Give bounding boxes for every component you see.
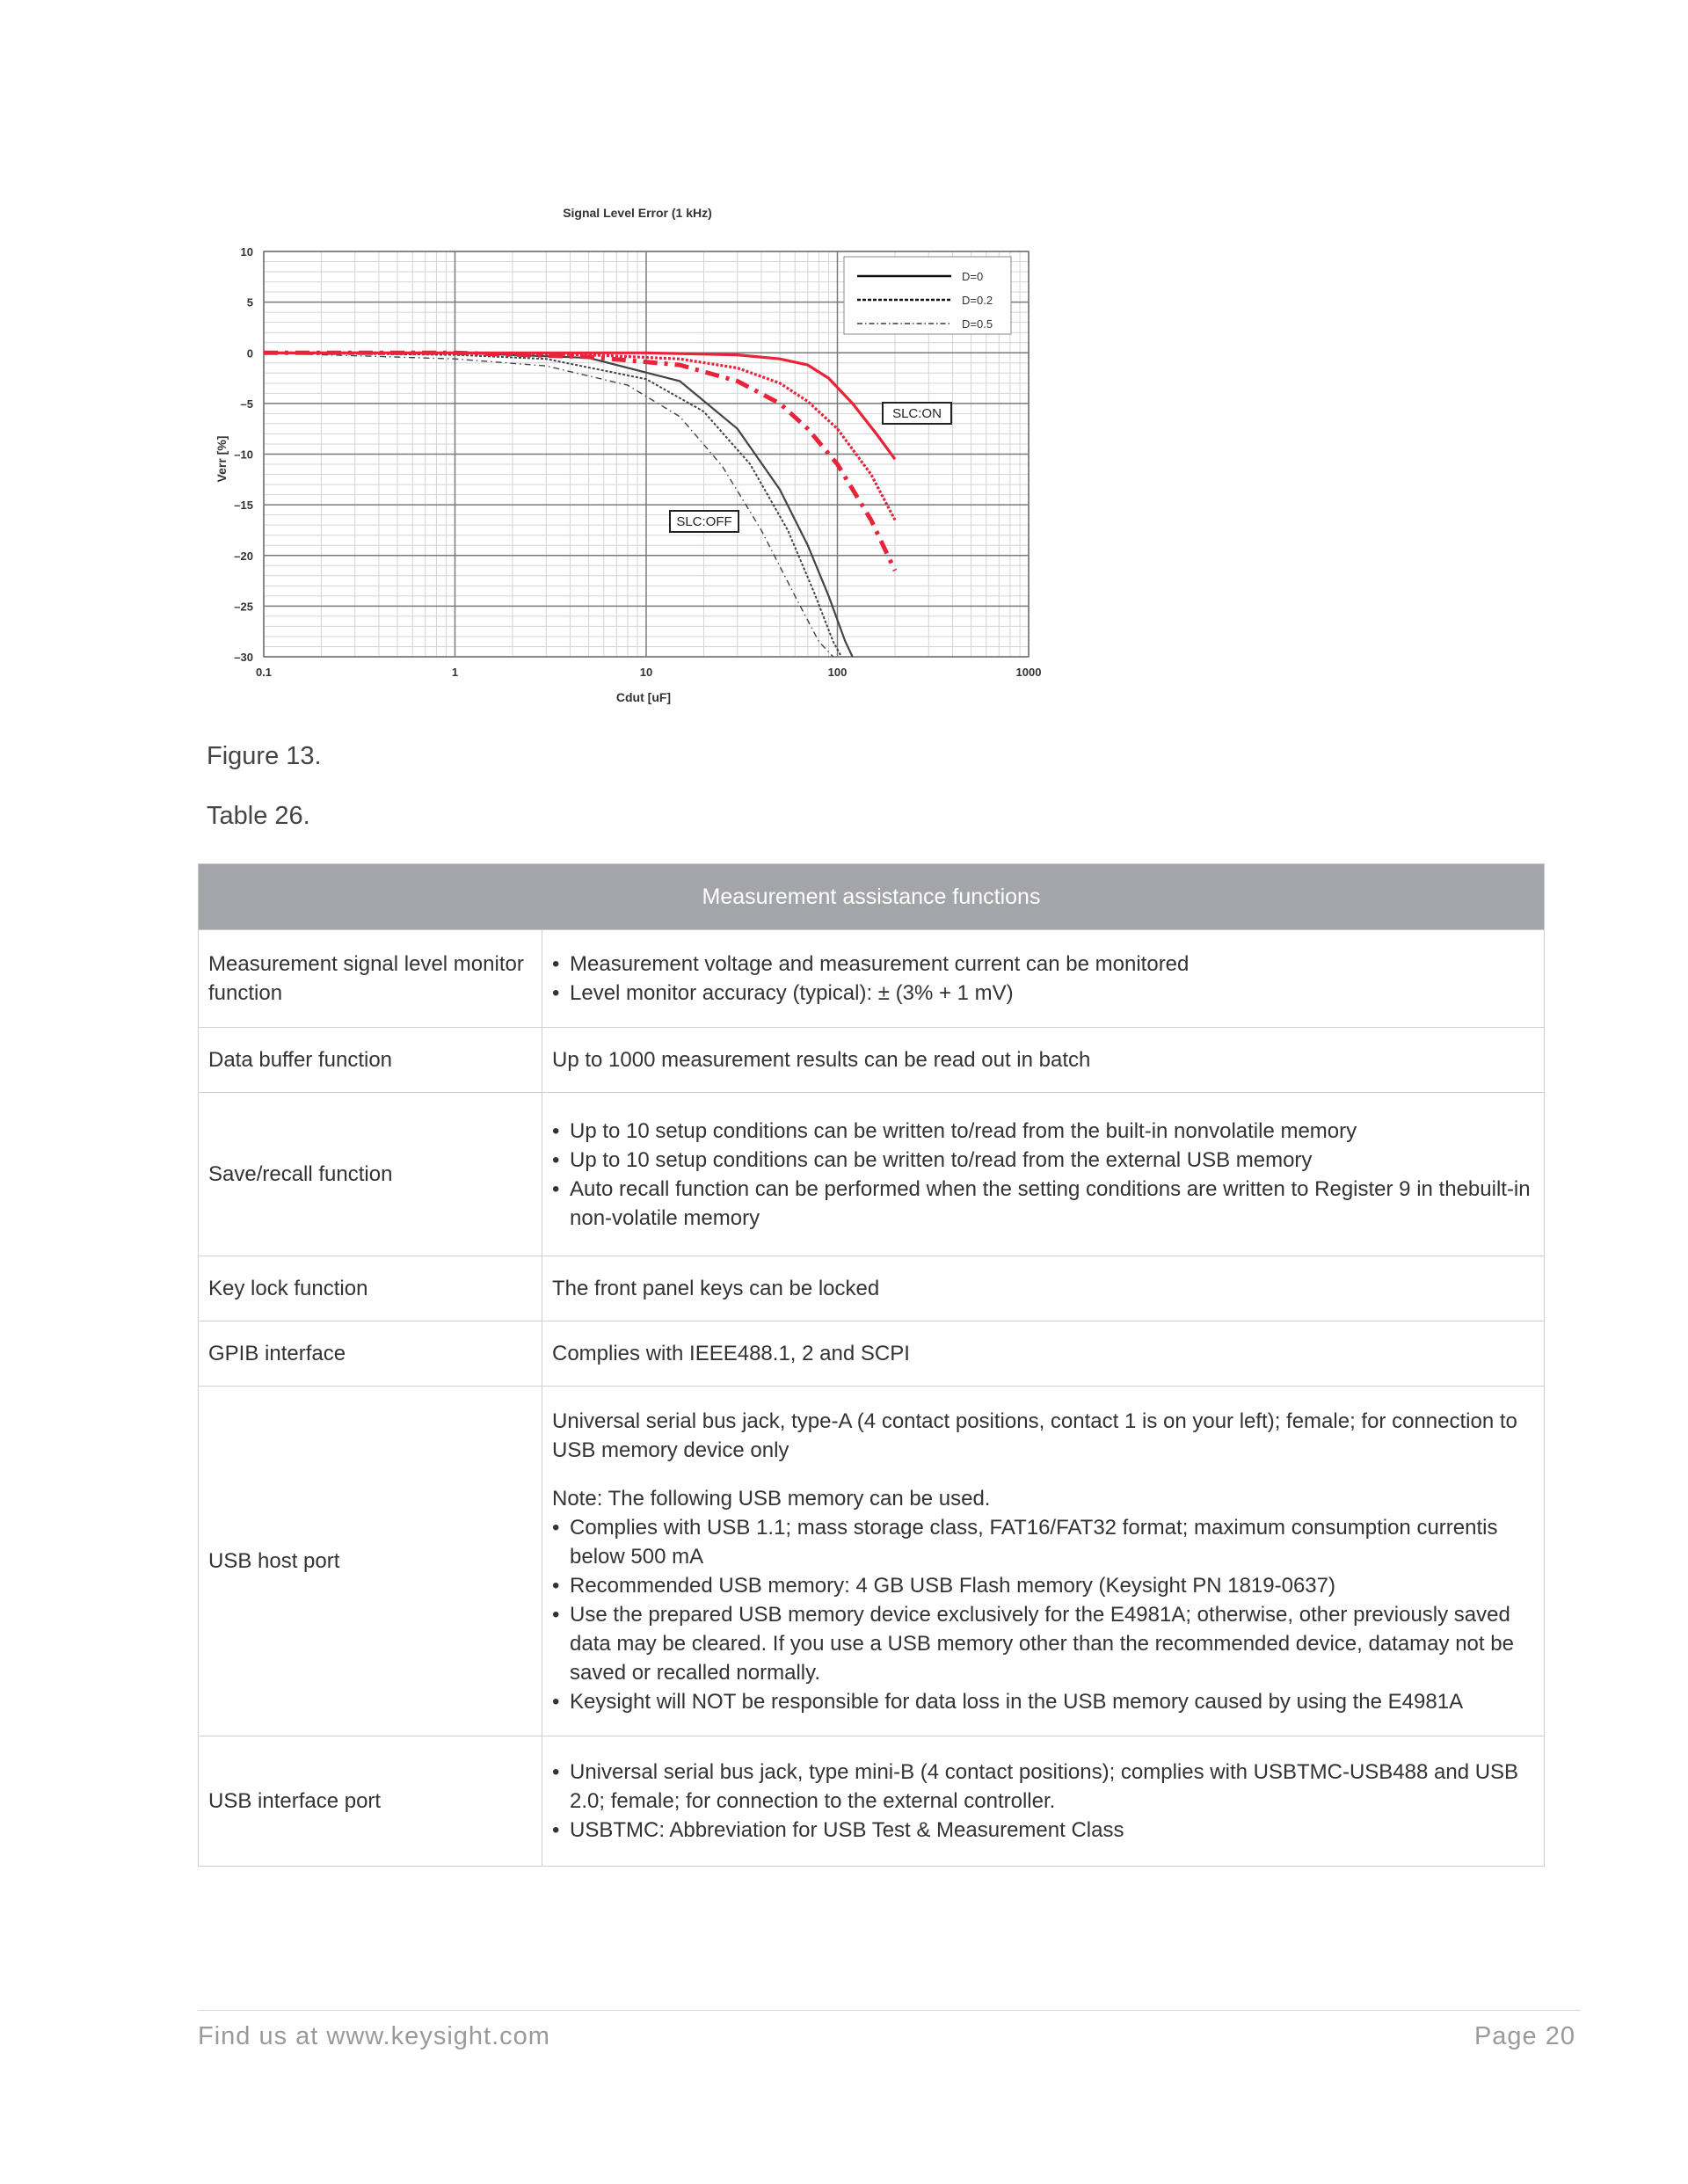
bullet-item: • Level monitor accuracy (typical): ± (3% + 1 mV) [552,979,1534,1008]
y-tick-label: 0 [246,346,253,360]
bullet-item: • Complies with USB 1.1; mass storage class, FAT16/FAT32 format; maximum consumption currentis below 500 mA [552,1513,1534,1571]
bullet-list [552,1758,1534,1845]
usb-host-note: Note: The following USB memory can be used. [552,1486,991,1511]
table-header: Measurement assistance functions [199,864,1545,930]
x-tick-label: 1 [451,666,459,679]
usb-host-intro: Universal serial bus jack, type-A (4 contact positions, contact 1 is on your left); female; for connection to USB memory device only [552,1409,1517,1462]
chart-legend [844,257,1011,334]
bullet-list [552,1117,1534,1233]
bullet-list [552,1513,1534,1716]
figure-caption: Figure 13. [207,742,322,770]
table-row [199,1028,1545,1093]
table-row [199,1321,1545,1387]
description-cell [542,930,1545,1028]
description-cell: Complies with IEEE488.1, 2 and SCPI [542,1321,1545,1387]
chart-title: Signal Level Error (1 kHz) [563,206,712,220]
bullet-item: • Auto recall function can be performed when the setting conditions are written to Register 9 in thebuilt-in non-volatile memory [552,1175,1534,1233]
annotation-label: SLC:ON [892,406,942,421]
bullet-item: • Universal serial bus jack, type mini-B (4 contact positions); complies with USBTMC-USB488 and USB 2.0; female; for connection to the external controller. [552,1758,1534,1816]
table-caption: Table 26. [207,802,310,830]
bullet-item: • Up to 10 setup conditions can be written to/read from the built-in nonvolatile memory [552,1117,1534,1146]
y-axis-label: Verr [%] [215,435,229,483]
y-tick-label: 5 [246,295,253,309]
y-tick-label: –20 [234,549,253,563]
x-tick-label: 1000 [1015,666,1042,679]
y-tick-label: –30 [234,651,253,664]
description-cell [542,1093,1545,1256]
table-row [199,1093,1545,1256]
series-line-slc-on-dashdot [264,353,895,571]
signal-level-error-chart [202,193,1064,730]
bullet-list [552,950,1534,1008]
description-cell: The front panel keys can be locked [542,1256,1545,1321]
x-tick-label: 10 [639,666,653,679]
table-row [199,1736,1545,1867]
x-tick-label: 0.1 [255,666,273,679]
table-row [199,1256,1545,1321]
description-cell [542,1736,1545,1867]
y-tick-label: –10 [234,448,253,462]
feature-cell: GPIB interface [199,1321,542,1387]
annotation-label: SLC:OFF [676,514,732,529]
y-tick-label: –25 [234,600,253,614]
annotation-slc-on [883,403,951,424]
y-tick-label: 10 [240,245,253,258]
y-tick-label: –15 [234,499,253,513]
legend-label: D=0.2 [962,294,993,307]
description-cell: Up to 1000 measurement results can be read out in batch [542,1028,1545,1093]
feature-cell: Save/recall function [199,1093,542,1256]
feature-cell: Measurement signal level monitor function [199,930,542,1028]
table-header-row [199,864,1545,930]
feature-cell: USB host port [199,1387,542,1736]
legend-label: D=0 [962,270,984,283]
legend-label: D=0.5 [962,317,993,331]
table-row [199,1387,1545,1736]
x-tick-label: 100 [827,666,848,679]
bullet-item: • Measurement voltage and measurement current can be monitored [552,950,1534,979]
description-cell [542,1387,1545,1736]
bullet-item: • Up to 10 setup conditions can be written to/read from the external USB memory [552,1146,1534,1175]
feature-cell: Key lock function [199,1256,542,1321]
footer-website: Find us at www.keysight.com [198,2022,550,2050]
bullet-item: • Use the prepared USB memory device exclusively for the E4981A; otherwise, other previously saved data may be cleared. If you use a USB memory other than the recommended device, datamay not be saved or recalled normally. [552,1600,1534,1687]
bullet-item: • Keysight will NOT be responsible for data loss in the USB memory caused by using the E4981A [552,1687,1534,1716]
bullet-item: • Recommended USB memory: 4 GB USB Flash memory (Keysight PN 1819-0637) [552,1571,1534,1600]
footer-divider [198,2010,1581,2011]
measurement-assistance-table [198,863,1545,1867]
feature-cell: Data buffer function [199,1028,542,1093]
series-line-slc-on-solid [264,353,895,459]
x-axis-label: Cdut [uF] [615,690,672,704]
footer-page-number: Page 20 [1473,2022,1575,2050]
y-tick-label: –5 [240,397,253,411]
annotation-slc-off [670,511,738,532]
table-row [199,930,1545,1028]
bullet-item: • USBTMC: Abbreviation for USB Test & Measurement Class [552,1816,1534,1845]
feature-cell: USB interface port [199,1736,542,1867]
